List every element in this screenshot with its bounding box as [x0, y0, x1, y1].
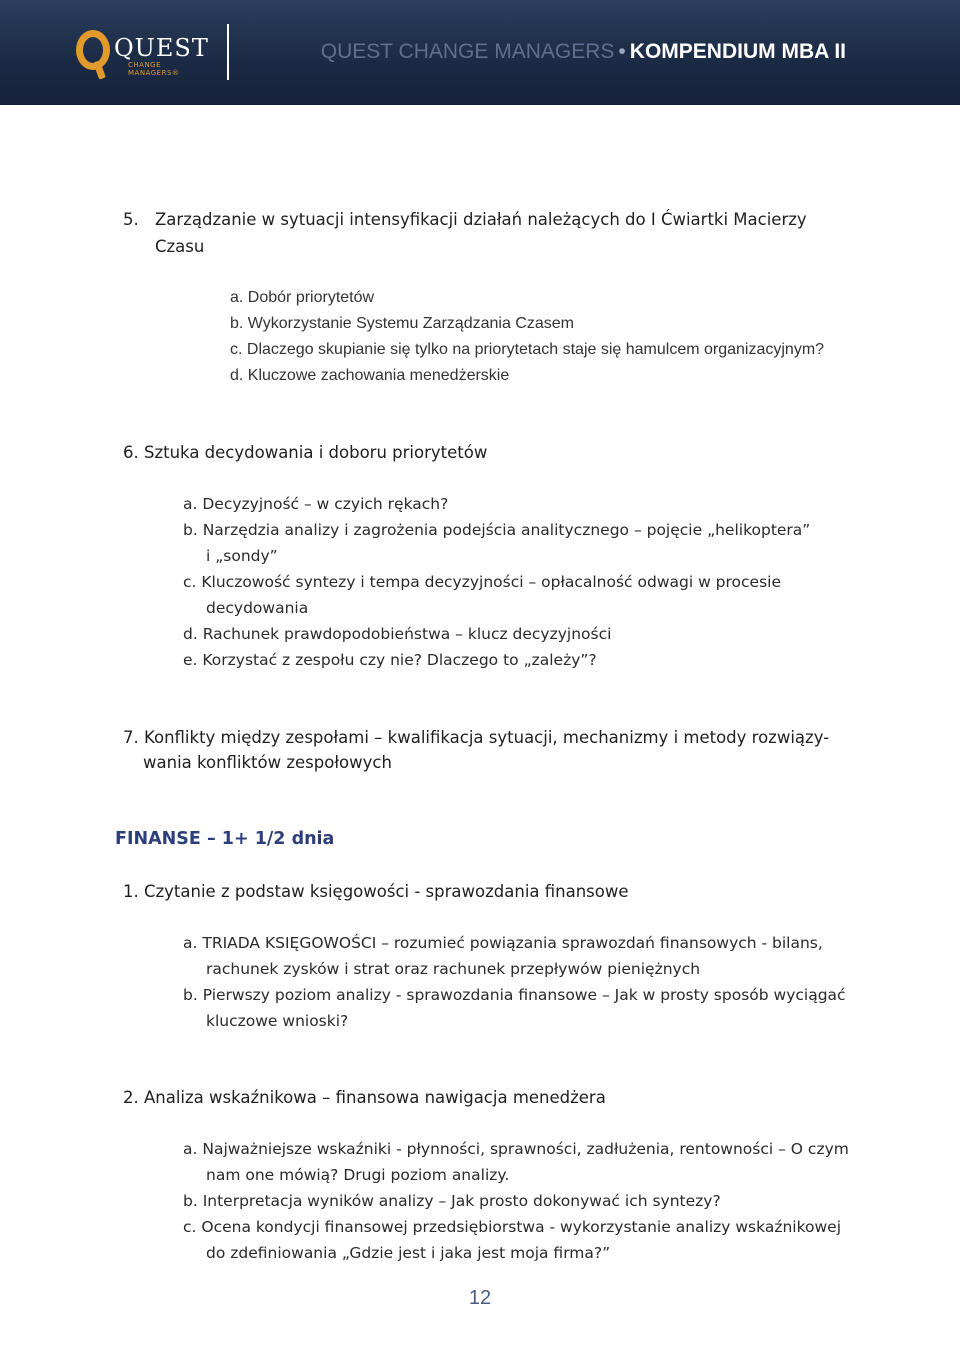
header-title [321, 40, 846, 64]
list-item-continued: rachunek zysków i strat oraz rachunek przepływów pieniężnych [206, 960, 701, 978]
list-item: c. Ocena kondycji finansowej przedsiębiorstwa - wykorzystanie analizy wskaźnikowej [183, 1218, 842, 1236]
header-title-light: QUEST CHANGE MANAGERS [320, 40, 615, 63]
logo-q-mark-icon [76, 30, 110, 70]
list-item: a. Decyzyjność – w czyich rękach? [183, 495, 449, 513]
header-title-separator: • [618, 40, 626, 63]
list-item: c. Kluczowość syntezy i tempa decyzyjności – opłacalność odwagi w procesie [183, 573, 782, 591]
list-item-continued: decydowania [206, 599, 309, 617]
list-item: a. TRIADA KSIĘGOWOŚCI – rozumieć powiązania sprawozdań finansowych - bilans, [183, 934, 823, 952]
list-item: e. Korzystać z zespołu czy nie? Dlaczego to „zależy”? [183, 651, 597, 669]
list-item: b. Interpretacja wyników analizy – Jak prosto dokonywać ich syntezy? [183, 1192, 721, 1210]
finanse-item-1-heading: 1. Czytanie z podstaw księgowości - sprawozdania finansowe [123, 882, 629, 901]
list-item: b. Pierwszy poziom analizy - sprawozdania finansowe – Jak w prosty sposób wyciągać [183, 986, 846, 1004]
logo-subtext: CHANGE MANAGERS® [128, 61, 180, 77]
section-5-number: 5. [123, 210, 139, 229]
list-item-continued: nam one mówią? Drugi poziom analizy. [206, 1166, 510, 1184]
list-item: a. Dobór priorytetów [230, 289, 375, 306]
list-item: b. Wykorzystanie Systemu Zarządzania Czasem [230, 315, 574, 332]
header-divider [227, 24, 229, 80]
section-5-heading-line1: Zarządzanie w sytuacji intensyfikacji działań należących do I Ćwiartki Macierzy [155, 210, 807, 229]
list-item-continued: kluczowe wnioski? [206, 1012, 349, 1030]
finanse-item-2-heading: 2. Analiza wskaźnikowa – finansowa nawigacja menedżera [123, 1088, 606, 1107]
page-header [0, 0, 960, 105]
logo-word: QUEST [114, 34, 209, 62]
page-number: 12 [468, 1287, 492, 1309]
list-item: d. Kluczowe zachowania menedżerskie [230, 367, 510, 384]
list-item: a. Najważniejsze wskaźniki - płynności, sprawności, zadłużenia, rentowności – O czym [183, 1140, 849, 1158]
finanse-title: FINANSE – 1+ 1/2 dnia [115, 829, 335, 849]
section-7-heading-line1: 7. Konflikty między zespołami – kwalifikacja sytuacji, mechanizmy i metody rozwiązy- [123, 728, 830, 747]
section-5-heading-line2: Czasu [155, 237, 205, 256]
quest-logo [76, 30, 209, 77]
list-item-continued: do zdefiniowania „Gdzie jest i jaka jest moja firma?” [206, 1244, 611, 1262]
header-title-bold: KOMPENDIUM MBA II [629, 40, 846, 63]
section-6-heading: 6. Sztuka decydowania i doboru priorytetów [123, 443, 488, 462]
section-7-heading-line2: wania konfliktów zespołowych [143, 753, 392, 772]
list-item-continued: i „sondy” [206, 547, 278, 565]
list-item: c. Dlaczego skupianie się tylko na priorytetach staje się hamulcem organizacyjnym? [230, 341, 825, 358]
list-item: b. Narzędzia analizy i zagrożenia podejścia analitycznego – pojęcie „helikoptera” [183, 521, 811, 539]
list-item: d. Rachunek prawdopodobieństwa – klucz decyzyjności [183, 625, 612, 643]
